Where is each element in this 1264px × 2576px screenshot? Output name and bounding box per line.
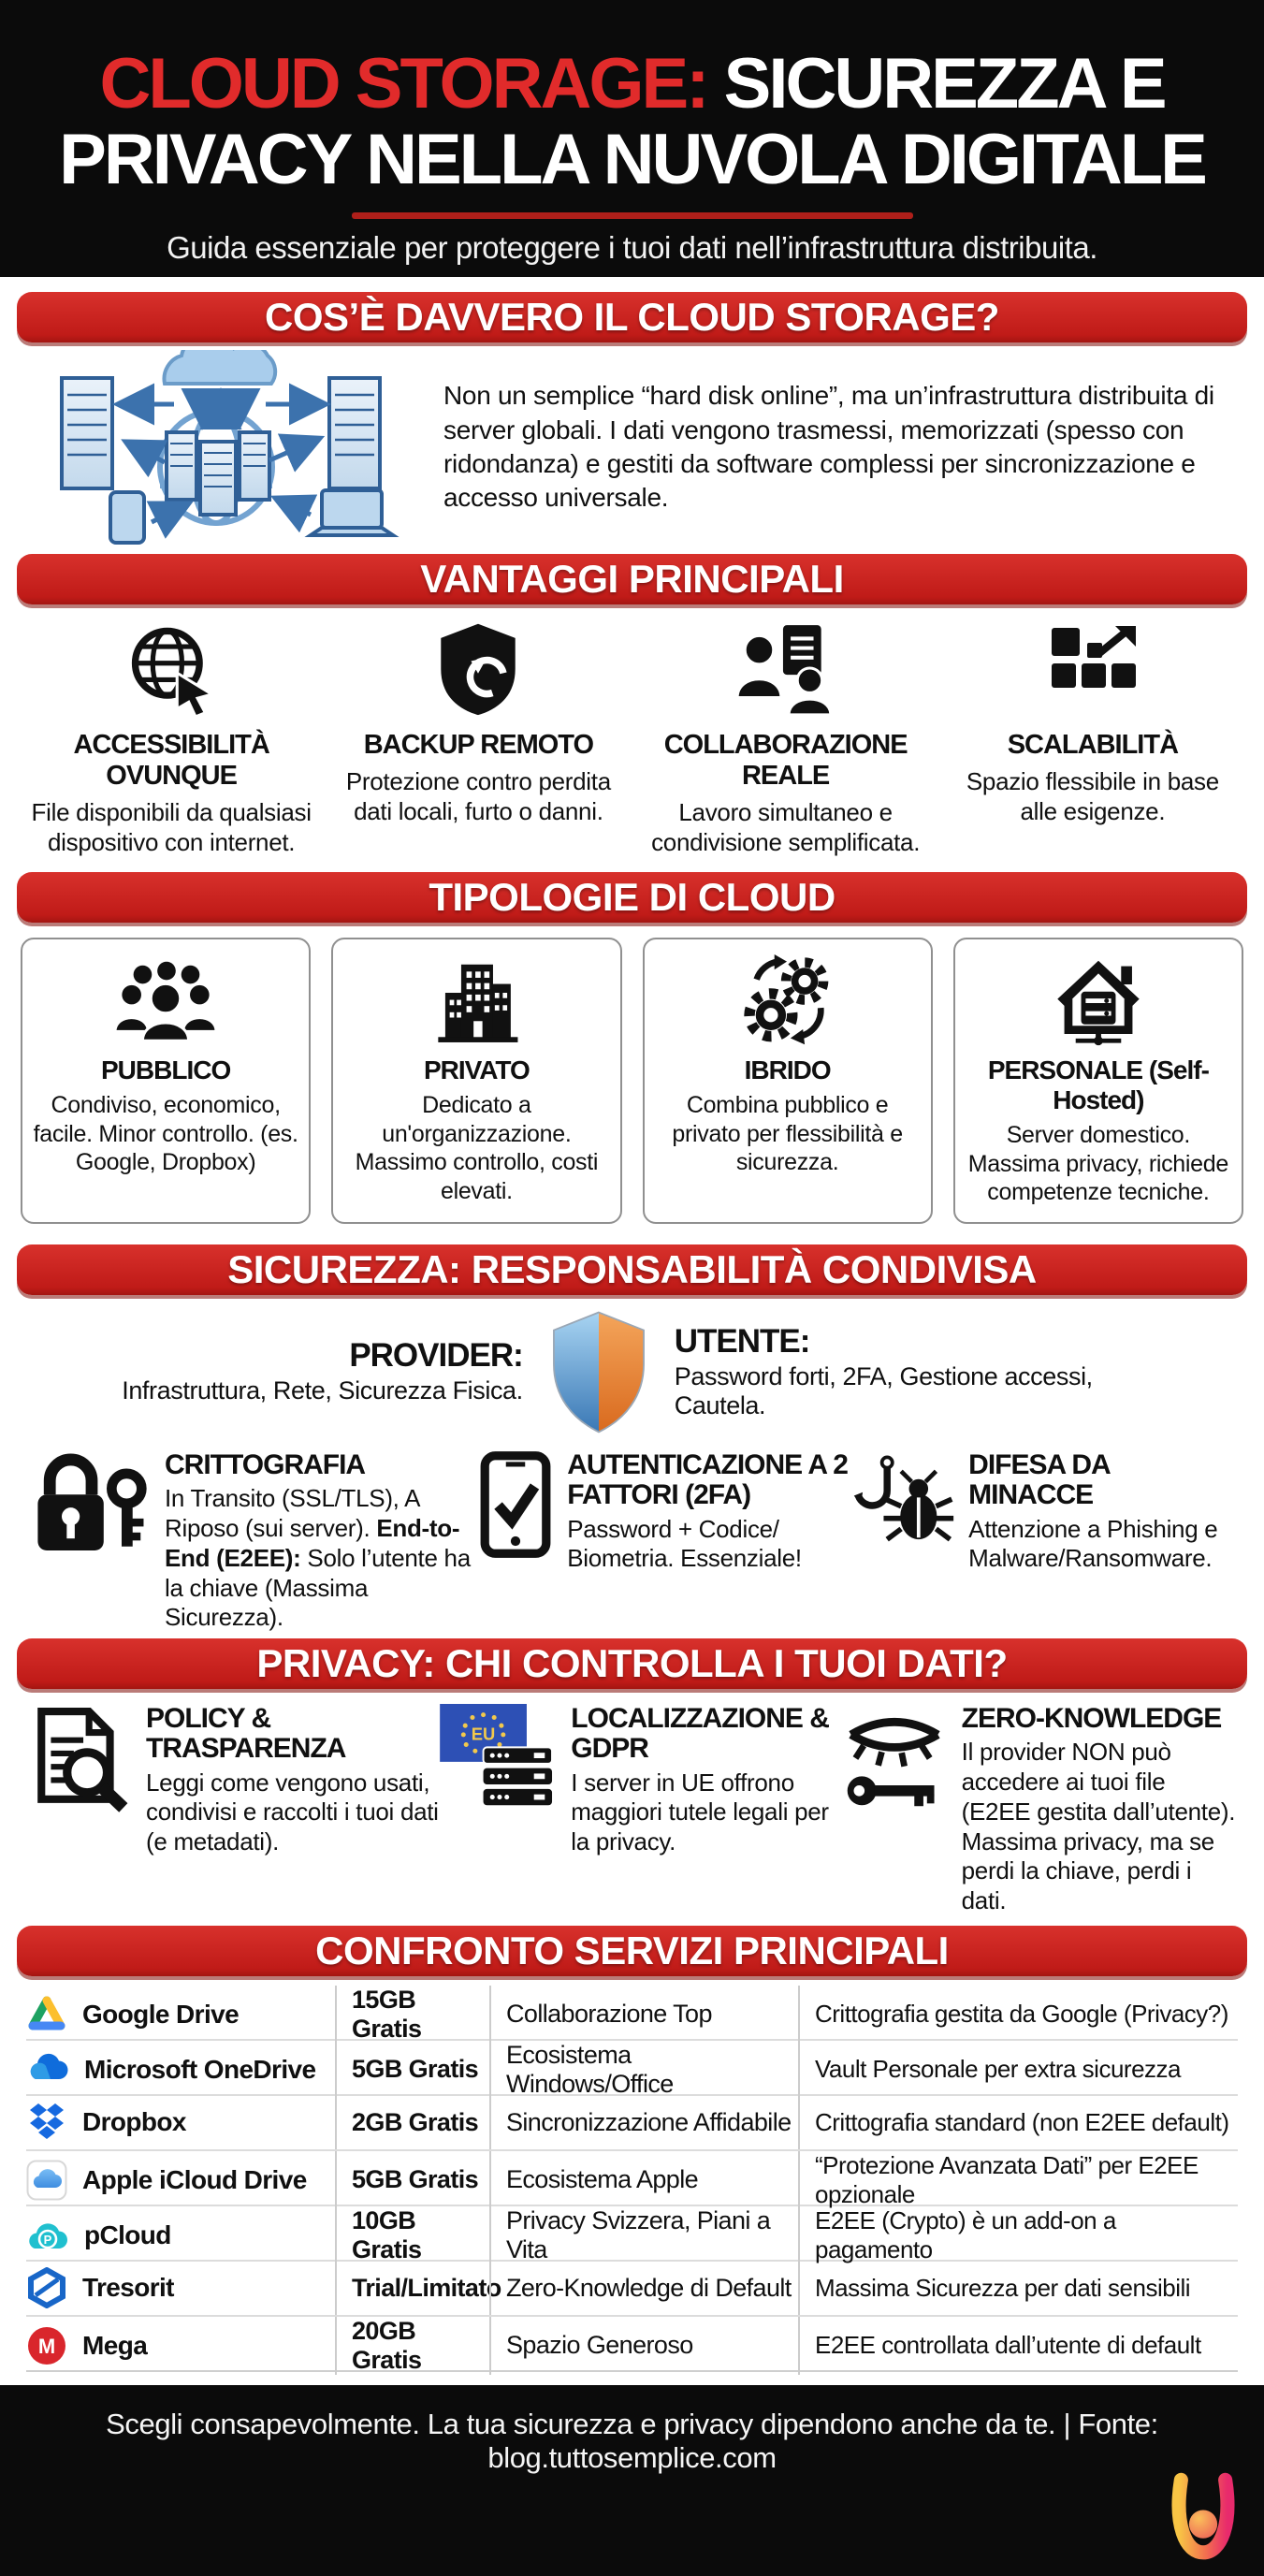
half-shield-icon bbox=[547, 1308, 650, 1435]
page-title-red: CLOUD STORAGE: bbox=[99, 44, 707, 124]
service-feature: Ecosistema Apple bbox=[489, 2151, 798, 2209]
icloud-logo bbox=[26, 2160, 67, 2201]
privacy-items bbox=[0, 1689, 1264, 1926]
table-row bbox=[26, 2151, 1238, 2206]
service-feature: Ecosistema Windows/Office bbox=[489, 2041, 798, 2099]
advantage-title: SCALABILITÀ bbox=[1007, 730, 1179, 760]
privacy-item bbox=[440, 1704, 839, 1916]
lock-key-icon bbox=[32, 1450, 152, 1561]
service-free: 15GB Gratis bbox=[335, 1986, 489, 2044]
service-name: pCloud bbox=[84, 2219, 171, 2249]
page-subtitle: Guida essenziale per proteggere i tuoi dati nell’infrastruttura distribuita. bbox=[167, 230, 1097, 266]
privacy-item-text: Leggi come vengono usati, condivisi e raccolti i tuoi dati (e metadati). bbox=[146, 1768, 439, 1856]
onedrive-logo bbox=[26, 2049, 69, 2090]
title-divider bbox=[352, 212, 913, 219]
table-row bbox=[26, 2317, 1238, 2372]
table-row bbox=[26, 2096, 1238, 2151]
text-bold: End-to-End (E2EE): bbox=[165, 1514, 460, 1572]
cloud-type-card bbox=[331, 938, 621, 1224]
service-note: Crittografia gestita da Google (Privacy?) bbox=[798, 1986, 1238, 2044]
provider-label: PROVIDER: bbox=[349, 1337, 523, 1375]
advantage-item bbox=[26, 618, 316, 857]
google-drive-logo bbox=[26, 1994, 67, 2035]
eye-key-icon bbox=[840, 1704, 949, 1812]
card-title: PRIVATO bbox=[423, 1055, 530, 1085]
shared-responsibility-row bbox=[0, 1308, 1264, 1435]
advantages-grid bbox=[0, 604, 1264, 872]
service-note: Crittografia standard (non E2EE default) bbox=[798, 2096, 1238, 2149]
advantage-title: BACKUP REMOTO bbox=[363, 730, 594, 760]
cloud-type-card bbox=[643, 938, 933, 1224]
cloud-type-card bbox=[21, 938, 311, 1224]
globe-cursor-icon bbox=[26, 618, 316, 720]
footer-text: Scegli consapevolmente. La tua sicurezza e privacy dipendono anche da te. | Fonte: blog.tuttosemplice.com bbox=[106, 2407, 1158, 2474]
collaboration-icon bbox=[641, 618, 931, 720]
svg-text:P: P bbox=[43, 2232, 52, 2247]
advantage-text: Lavoro simultaneo e condivisione semplificata. bbox=[651, 798, 921, 857]
service-feature: Collaborazione Top bbox=[489, 1986, 798, 2044]
service-name: Tresorit bbox=[82, 2273, 174, 2303]
service-free: 20GB Gratis bbox=[335, 2317, 489, 2375]
service-free: 5GB Gratis bbox=[335, 2041, 489, 2099]
doc-magnifier-icon bbox=[28, 1704, 133, 1812]
section-heading-comparison: CONFRONTO SERVIZI PRINCIPALI bbox=[17, 1926, 1247, 1976]
service-name: Microsoft OneDrive bbox=[84, 2054, 316, 2084]
building-icon bbox=[428, 954, 525, 1048]
section-heading-types: TIPOLOGIE DI CLOUD bbox=[17, 872, 1247, 923]
service-note: “Protezione Avanzata Dati” per E2EE opzionale bbox=[798, 2151, 1238, 2209]
service-note: Vault Personale per extra sicurezza bbox=[798, 2041, 1238, 2099]
service-name: Mega bbox=[82, 2330, 148, 2360]
user-text: Password forti, 2FA, Gestione accessi, Cautela. bbox=[674, 1361, 1093, 1419]
advantage-text: File disponibili da qualsiasi dispositivo con internet. bbox=[31, 798, 312, 857]
card-title: PERSONALE (Self-Hosted) bbox=[987, 1055, 1209, 1115]
what-paragraph: Non un semplice “hard disk online”, ma un’infrastruttura distribuita di server globali. I dati vengono trasmessi, memorizzati (spesso con ridondanza) e gestiti da software complessi per sincronizzazione e accesso universale. bbox=[443, 381, 1214, 513]
privacy-item-text: I server in UE offrono maggiori tutele legali per la privacy. bbox=[571, 1768, 829, 1856]
provider-text: Infrastruttura, Rete, Sicurezza Fisica. bbox=[122, 1376, 523, 1405]
header-band bbox=[0, 0, 1264, 277]
service-free: 2GB Gratis bbox=[335, 2096, 489, 2149]
svg-text:M: M bbox=[37, 2334, 56, 2358]
security-item-title: DIFESA DA MINACCE bbox=[968, 1448, 1110, 1511]
section-heading-advantages: VANTAGGI PRINCIPALI bbox=[17, 554, 1247, 604]
shield-backup-icon bbox=[333, 618, 623, 720]
cloud-network-illustration bbox=[24, 350, 417, 545]
card-text: Condiviso, economico, facile. Minor controllo. (es. Google, Dropbox) bbox=[33, 1092, 298, 1176]
page-title-line2: PRIVACY NELLA NUVOLA DIGITALE bbox=[59, 119, 1205, 199]
crowd-icon bbox=[115, 954, 216, 1048]
table-row bbox=[26, 2262, 1238, 2317]
privacy-item bbox=[840, 1704, 1240, 1916]
scalability-icon bbox=[948, 618, 1238, 720]
service-name: Dropbox bbox=[82, 2107, 186, 2137]
card-text: Server domestico. Massima privacy, richiede competenze tecniche. bbox=[967, 1122, 1228, 1206]
section-heading-privacy: PRIVACY: CHI CONTROLLA I TUOI DATI? bbox=[17, 1638, 1247, 1689]
service-name: Apple iCloud Drive bbox=[82, 2164, 307, 2194]
advantage-title: COLLABORAZIONE REALE bbox=[663, 730, 908, 791]
provider-block bbox=[122, 1337, 523, 1405]
comparison-table bbox=[26, 1986, 1238, 2372]
what-section bbox=[0, 342, 1264, 554]
eu-flag-server-icon bbox=[440, 1704, 558, 1812]
service-name: Google Drive bbox=[82, 1999, 240, 2029]
privacy-item-title: POLICY & TRASPARENZA bbox=[146, 1702, 346, 1765]
tuttosemplice-logo bbox=[1163, 2469, 1243, 2567]
text-pre: In Transito (SSL/TLS), A Riposo (sui server). bbox=[165, 1484, 419, 1543]
card-title: PUBBLICO bbox=[101, 1055, 231, 1085]
tresorit-logo bbox=[26, 2267, 67, 2308]
service-free: 10GB Gratis bbox=[335, 2206, 489, 2264]
home-server-icon bbox=[1048, 954, 1149, 1048]
cloud-type-card bbox=[953, 938, 1243, 1224]
privacy-item-title: ZERO-KNOWLEDGE bbox=[961, 1702, 1222, 1734]
service-free: Trial/Limitato bbox=[335, 2262, 489, 2315]
security-item-title: AUTENTICAZIONE A 2 FATTORI (2FA) bbox=[567, 1448, 848, 1511]
service-feature: Zero-Knowledge di Default bbox=[489, 2262, 798, 2315]
security-item-text: Attenzione a Phishing e Malware/Ransomware. bbox=[968, 1514, 1218, 1573]
security-item-text: Password + Codice/ Biometria. Essenziale! bbox=[567, 1514, 802, 1573]
security-item bbox=[32, 1450, 477, 1633]
section-heading-what: COS’È DAVVERO IL CLOUD STORAGE? bbox=[17, 292, 1247, 342]
service-feature: Privacy Svizzera, Piani a Vita bbox=[489, 2206, 798, 2264]
service-free: 5GB Gratis bbox=[335, 2151, 489, 2209]
service-feature: Spazio Generoso bbox=[489, 2317, 798, 2375]
security-items bbox=[0, 1441, 1264, 1638]
service-note: E2EE (Crypto) è un add-on a pagamento bbox=[798, 2206, 1238, 2264]
pcloud-logo bbox=[26, 2215, 69, 2256]
table-row bbox=[26, 1986, 1238, 2041]
table-row bbox=[26, 2041, 1238, 2096]
mega-logo bbox=[26, 2325, 67, 2366]
page-title bbox=[0, 44, 1264, 199]
phone-check-icon bbox=[477, 1450, 554, 1559]
svg-text:EU: EU bbox=[472, 1724, 496, 1744]
advantage-item bbox=[333, 618, 623, 857]
service-note: Massima Sicurezza per dati sensibili bbox=[798, 2262, 1238, 2315]
dropbox-logo bbox=[26, 2102, 67, 2143]
user-block bbox=[675, 1323, 1142, 1420]
privacy-item-text: Il provider NON può accedere ai tuoi file (E2EE gestita dall’utente). Massima privacy, ma se perdi la chiave, perdi i dati. bbox=[961, 1738, 1236, 1914]
text-post: Solo l’utente ha la chiave (Massima Sicurezza). bbox=[165, 1543, 471, 1632]
security-item-title: CRITTOGRAFIA bbox=[165, 1448, 366, 1480]
page-title-rest: SICUREZZA E bbox=[706, 44, 1165, 124]
bug-hook-icon bbox=[850, 1450, 955, 1553]
security-item-text bbox=[165, 1484, 477, 1633]
advantage-item bbox=[641, 618, 931, 857]
card-text: Combina pubblico e privato per flessibilità e sicurezza. bbox=[672, 1092, 903, 1176]
service-note: E2EE controllata dall’utente di default bbox=[798, 2317, 1238, 2375]
security-item bbox=[477, 1450, 850, 1633]
user-label: UTENTE: bbox=[674, 1322, 810, 1360]
advantage-text: Spazio flessibile in base alle esigenze. bbox=[966, 767, 1219, 826]
cloud-type-cards bbox=[21, 938, 1243, 1224]
table-row bbox=[26, 2206, 1238, 2262]
card-title: IBRIDO bbox=[744, 1055, 831, 1085]
privacy-item bbox=[28, 1704, 440, 1916]
advantage-title: ACCESSIBILITÀ OVUNQUE bbox=[73, 730, 269, 791]
privacy-item-title: LOCALIZZAZIONE & GDPR bbox=[571, 1702, 829, 1765]
security-item bbox=[850, 1450, 1236, 1633]
section-heading-security: SICUREZZA: RESPONSABILITÀ CONDIVISA bbox=[17, 1244, 1247, 1295]
card-text: Dedicato a un'organizzazione. Massimo controllo, costi elevati. bbox=[355, 1092, 599, 1204]
service-feature: Sincronizzazione Affidabile bbox=[489, 2096, 798, 2149]
advantage-text: Protezione contro perdita dati locali, furto o danni. bbox=[345, 767, 611, 826]
footer-band bbox=[0, 2385, 1264, 2576]
gears-icon bbox=[737, 954, 838, 1048]
advantage-item bbox=[948, 618, 1238, 857]
